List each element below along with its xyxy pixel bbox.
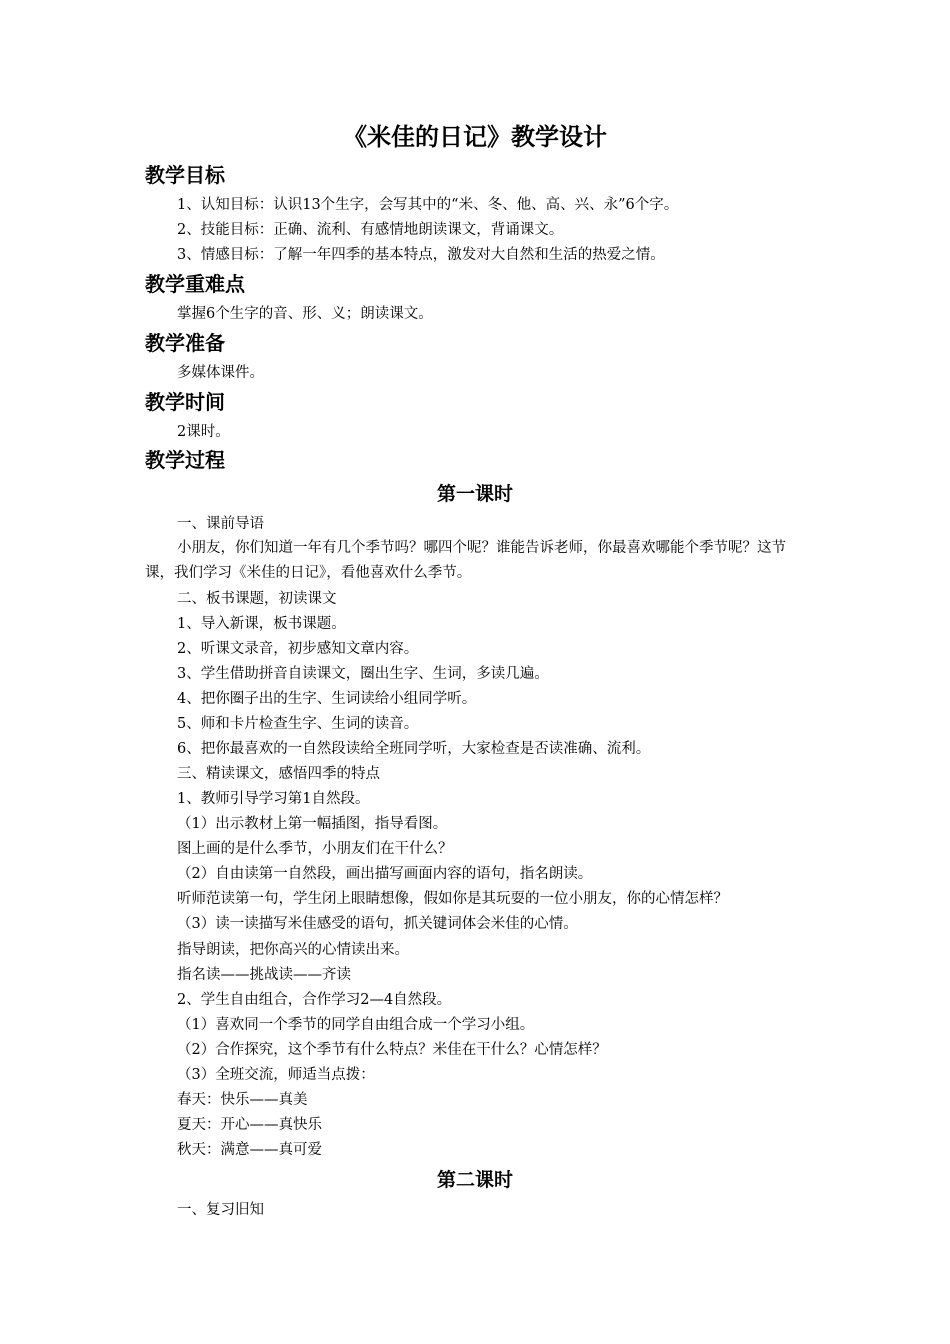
lesson1-line: （2）合作探究，这个季节有什么特点？米佳在干什么？心情怎样？ — [177, 1042, 607, 1058]
goal-item: 3、情感目标：了解一年四季的基本特点，激发对大自然和生活的热爱之情。 — [177, 247, 665, 263]
lesson1-line: 春天：快乐——真美 — [177, 1092, 308, 1108]
lesson1-line: 一、课前导语 — [177, 516, 264, 532]
lesson1-line: 秋天：满意——真可爱 — [177, 1142, 322, 1158]
lesson1-line: （1）出示教材上第一幅插图，指导看图。 — [177, 816, 448, 832]
heading-goals: 教学目标 — [145, 163, 225, 187]
lesson1-line: （3）读一读描写米佳感受的语句，抓关键词体会米佳的心情。 — [177, 916, 578, 932]
lesson1-line: 1、教师引导学习第1自然段。 — [177, 791, 370, 807]
lesson2-title: 第二课时 — [436, 1169, 513, 1191]
heading-key-points: 教学重难点 — [145, 272, 245, 296]
lesson1-line: 3、学生借助拼音自读课文，圈出生字、生词，多读几遍。 — [177, 666, 549, 682]
key-points-text: 掌握6个生字的音、形、义；朗读课文。 — [177, 306, 433, 322]
lesson1-line: 4、把你圈子出的生字、生词读给小组同学听。 — [177, 691, 477, 707]
lesson1-line: 夏天：开心——真快乐 — [177, 1117, 322, 1133]
lesson1-line: 听师范读第一句，学生闭上眼睛想像，假如你是其玩耍的一位小朋友，你的心情怎样？ — [177, 891, 728, 907]
lesson1-line: 2、听课文录音，初步感知文章内容。 — [177, 641, 419, 657]
lesson1-line: （3）全班交流，师适当点拨： — [177, 1067, 375, 1083]
lesson1-title: 第一课时 — [436, 483, 513, 505]
preparation-text: 多媒体课件。 — [177, 365, 264, 381]
lesson1-line: 指名读——挑战读——齐读 — [177, 967, 351, 983]
lesson1-line: （1）喜欢同一个季节的同学自由组合成一个学习小组。 — [177, 1017, 535, 1033]
lesson1-line: （2）自由读第一自然段，画出描写画面内容的语句，指名朗读。 — [177, 866, 593, 882]
heading-preparation: 教学准备 — [145, 331, 225, 355]
lesson2-line: 一、复习旧知 — [177, 1202, 264, 1218]
goal-item: 1、认知目标：认识13个生字，会写其中的“米、冬、他、高、兴、永”6个字。 — [177, 197, 679, 213]
lesson1-line: 5、师和卡片检查生字、生词的读音。 — [177, 716, 419, 732]
lesson1-line: 6、把你最喜欢的一自然段读给全班同学听，大家检查是否读准确、流利。 — [177, 741, 651, 757]
lesson1-line: 二、板书课题，初读课文 — [177, 591, 337, 607]
heading-process: 教学过程 — [145, 448, 225, 472]
goal-item: 2、技能目标：正确、流利、有感情地朗读课文，背诵课文。 — [177, 222, 564, 238]
lesson1-line: 2、学生自由组合，合作学习2—4自然段。 — [177, 992, 452, 1008]
lesson1-line: 三、精读课文，感悟四季的特点 — [177, 766, 380, 782]
document-title: 《米佳的日记》教学设计 — [343, 123, 607, 151]
lesson1-line: 1、导入新课，板书课题。 — [177, 616, 346, 632]
lesson1-line: 指导朗读，把你高兴的心情读出来。 — [177, 942, 409, 958]
lesson1-line: 图上画的是什么季节，小朋友们在干什么？ — [177, 841, 453, 857]
heading-time: 教学时间 — [145, 390, 225, 414]
time-text: 2课时。 — [177, 424, 230, 440]
lesson1-paragraph: 小朋友，你们知道一年有几个季节吗？哪四个呢？谁能告诉老师，你最喜欢哪能个季节呢？这节课，我们学习《米佳的日记》，看他喜欢什么季节。 — [145, 540, 786, 581]
